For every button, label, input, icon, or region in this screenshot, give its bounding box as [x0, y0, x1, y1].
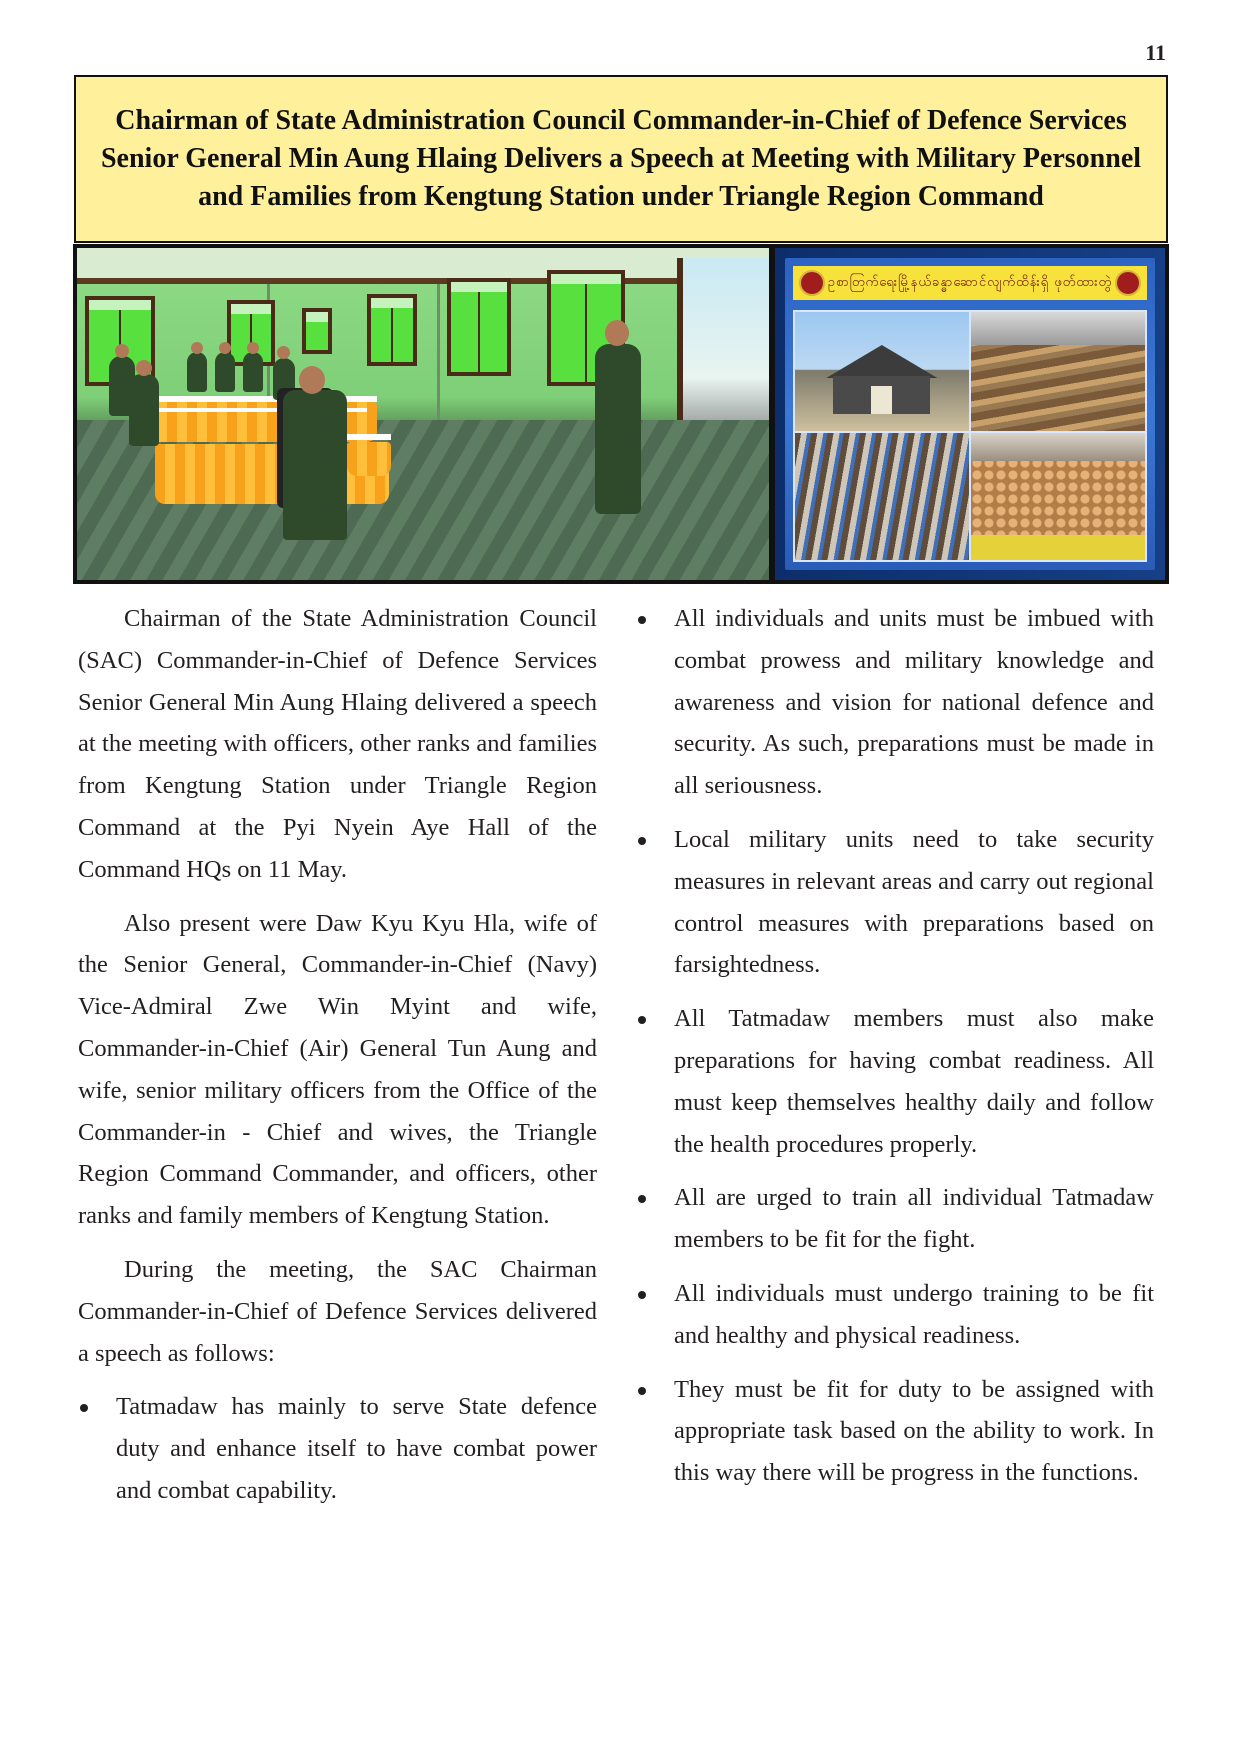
- hall-window: [447, 278, 511, 376]
- side-table-top: [347, 434, 391, 440]
- article-title: Chairman of State Administration Council Commander-in-Chief of Defence Services Senior General Min Aung Hlaing Delivers a Speech at Meeting with Military Personnel and Families from Kengtung Station under Triangle Region Command: [100, 105, 1142, 212]
- officer-head: [219, 342, 231, 354]
- seated-officer: [215, 352, 235, 392]
- speech-point: [78, 1386, 597, 1511]
- seated-officer: [243, 352, 263, 392]
- bullet-icon: [638, 1195, 646, 1203]
- speech-point-text: All individuals must undergo training to be fit and healthy and physical readiness.: [674, 1279, 1154, 1349]
- slide-photo-cages: [793, 431, 971, 562]
- hall-window: [367, 294, 417, 366]
- slide-banner: [793, 266, 1147, 300]
- officer-head: [115, 344, 129, 358]
- speech-point: [636, 1369, 1154, 1494]
- hall-ceiling: [77, 248, 769, 282]
- bullet-icon: [638, 1291, 646, 1299]
- speech-point: [636, 819, 1154, 986]
- speech-point-text: Tatmadaw has mainly to serve State defence duty and enhance itself to have combat power and combat capability.: [116, 1393, 597, 1504]
- slide-photo-poultry-coop: [969, 310, 1147, 441]
- seated-officer: [187, 352, 207, 392]
- military-emblem-icon: [1115, 270, 1141, 296]
- bullet-icon: [638, 837, 646, 845]
- hall-window: [302, 308, 332, 354]
- officer-head: [191, 342, 203, 354]
- speech-point: [636, 1177, 1154, 1261]
- left-text-column: [78, 598, 597, 1524]
- body-paragraph: Chairman of the State Administration Council (SAC) Commander-in-Chief of Defence Services Senior General Min Aung Hlaing delivered a speech at the meeting with officers, other ranks and families from Kengtung Station under Triangle Region Command at the Pyi Nyein Aye Hall of the Command HQs on 11 May.: [78, 605, 597, 883]
- slide-photo-farm-building: [793, 310, 971, 441]
- hall-ceiling-rail: [77, 278, 769, 284]
- presenting-officer: [595, 344, 641, 514]
- speech-point: [636, 1273, 1154, 1357]
- speech-points-list: [636, 598, 1154, 1494]
- chairman-head: [299, 366, 325, 394]
- right-text-column: [636, 598, 1154, 1506]
- wall-panel: [437, 284, 440, 434]
- seated-officer: [129, 374, 159, 446]
- speech-point: [636, 998, 1154, 1165]
- officer-head: [136, 360, 152, 376]
- projection-screen: [785, 258, 1155, 570]
- body-paragraph: Also present were Daw Kyu Kyu Hla, wife of the Senior General, Commander-in-Chief (Navy) Vice-Admiral Zwe Win Myint and wife, Commander-in-Chief (Air) General Tun Aung and wife, senior military officers from the Office of the Commander-in - Chief and wives, the Triangle Region Command Commander, and officers, other ranks and family members of Kengtung Station.: [78, 909, 597, 1230]
- article-title-box: [74, 75, 1168, 243]
- bullet-icon: [80, 1404, 88, 1412]
- photo-strip: [73, 244, 1169, 584]
- speech-point-text: Local military units need to take security measures in relevant areas and carry out regional control measures with preparations based on farsightedness.: [674, 825, 1154, 979]
- presenter-head: [605, 320, 629, 346]
- officer-head: [247, 342, 259, 354]
- officer-head: [277, 346, 290, 359]
- side-table: [347, 442, 391, 476]
- speech-point-text: They must be fit for duty to be assigned with appropriate task based on the ability to work. In this way there will be progress in the functions.: [674, 1375, 1154, 1487]
- projection-screen-photo: [775, 248, 1165, 580]
- bullet-icon: [638, 1387, 646, 1395]
- speech-point-text: All Tatmadaw members must also make preparations for having combat readiness. All must keep themselves healthy daily and follow the health procedures properly.: [674, 1005, 1154, 1158]
- page-number: 11: [1145, 40, 1166, 65]
- military-emblem-icon: [799, 270, 825, 296]
- bullet-icon: [638, 1016, 646, 1024]
- body-paragraph: During the meeting, the SAC Chairman Commander-in-Chief of Defence Services delivered a speech as follows:: [78, 1255, 597, 1367]
- chairman-seated: [283, 390, 347, 540]
- speech-points-list: [78, 1386, 597, 1511]
- speech-point-text: All individuals and units must be imbued with combat prowess and military knowledge and awareness and vision for national defence and security. As such, preparations must be made in all seriousness.: [674, 605, 1154, 800]
- slide-banner-text: ဥစာတြက်ရေးမြို့နယ်ခန္ဓာဆောင်လျက်ထိန်းရှိ ဖုတ်ထားတွဲ: [827, 274, 1113, 290]
- meeting-hall-photo: [77, 248, 769, 580]
- speech-point: [636, 598, 1154, 807]
- slide-photo-egg-trays: [969, 431, 1147, 562]
- bullet-icon: [638, 616, 646, 624]
- speech-point-text: All are urged to train all individual Tatmadaw members to be fit for the fight.: [674, 1184, 1154, 1254]
